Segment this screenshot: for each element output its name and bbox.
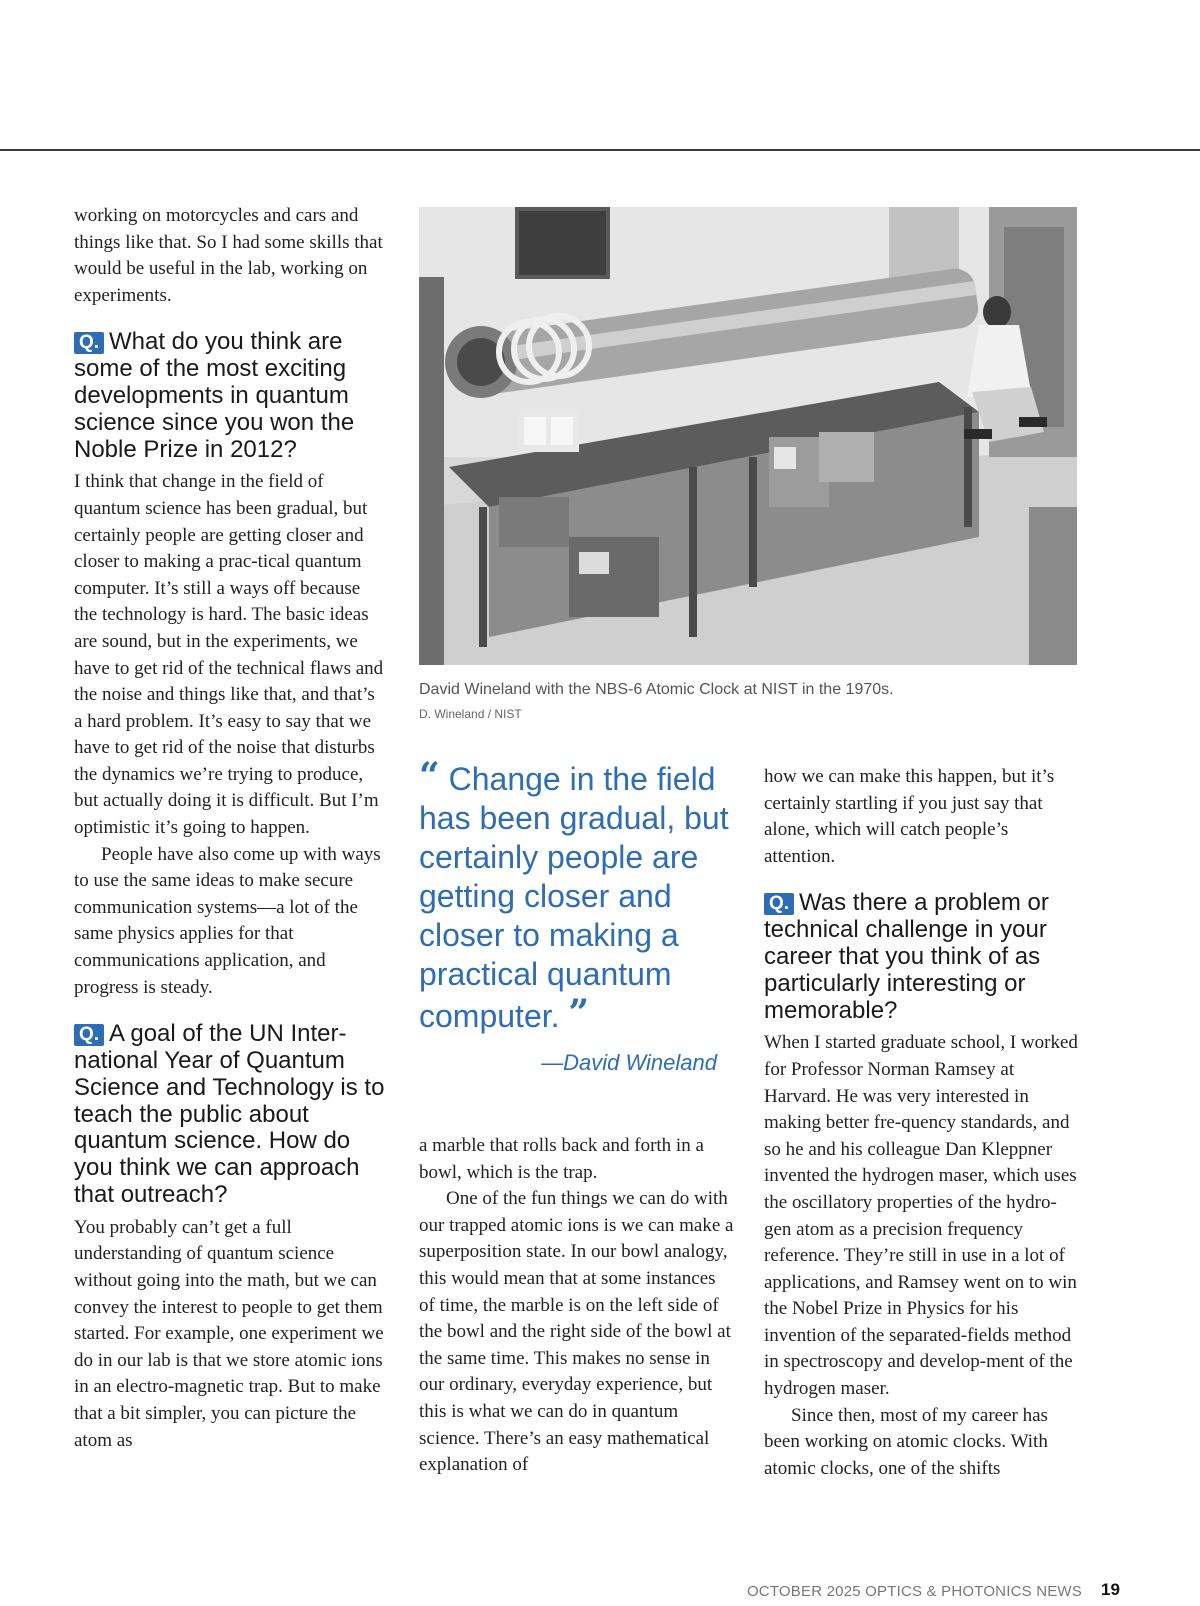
q-badge-icon: Q. xyxy=(74,1024,104,1046)
answer-3-paragraph-2: Since then, most of my career has been working on atomic clocks. With atomic clocks, one of the shifts xyxy=(764,1404,1048,1479)
q-badge-icon: Q. xyxy=(764,893,794,915)
column-2-paragraph-1: a marble that rolls back and forth in a bowl, which is the trap. xyxy=(419,1135,704,1183)
atomic-clock-photo-illustration xyxy=(419,207,1077,665)
column-3-paragraph-1: how we can make this happen, but it’s certainly startling if you just say that alone, which will catch people’s attention. xyxy=(764,766,1055,867)
question-1-heading xyxy=(74,329,386,463)
question-3-heading xyxy=(764,890,1084,1024)
column-2 xyxy=(419,1133,735,1479)
pull-quote-text: Change in the field has been gradual, but certainly people are getting closer and closer to making a practical quantum computer. xyxy=(419,761,729,1034)
footer-publication: OCTOBER 2025 OPTICS & PHOTONICS NEWS xyxy=(746,1583,1082,1600)
answer-1-paragraph-2: People have also come up with ways to use the same ideas to make secure communication systems—a lot of the same physics applies for that communications application, and progress is steady. xyxy=(74,843,381,998)
photo-caption: David Wineland with the NBS-6 Atomic Clock at NIST in the 1970s. xyxy=(419,681,894,698)
question-2-text: A goal of the UN Inter-national Year of Quantum Science and Technology is to teach the public about quantum science. How do you think we can approach that outreach? xyxy=(74,1020,385,1209)
question-1-text: What do you think are some of the most exciting developments in quantum science since you won the Noble Prize in 2012? xyxy=(74,328,355,463)
column-2-paragraph-2: One of the fun things we can do with our trapped atomic ions is we can make a superposition state. In our bowl analogy, this would mean that at some instances of time, the marble is on the left side of the bowl and the right side of the bowl at the same time. This makes no sense in our ordinary, everyday experience, but this is what we can do in quantum science. There’s an easy mathematical explanation of xyxy=(419,1188,734,1476)
pull-quote xyxy=(419,757,729,1036)
open-quote-icon: “ xyxy=(419,755,440,797)
question-2-heading xyxy=(74,1021,386,1209)
answer-2-paragraph-1: You probably can’t get a full understanding of quantum science without going into the math, but we can convey the interest to people to get them started. For example, one experiment we do in our lab is that we store atomic ions in an electro-magnetic trap. But to make that a bit simpler, you can picture the atom as xyxy=(74,1216,384,1451)
intro-paragraph: working on motorcycles and cars and things like that. So I had some skills that would be useful in the lab, working on experiments. xyxy=(74,205,383,306)
q-badge-icon: Q. xyxy=(74,332,104,354)
lab-photo xyxy=(419,207,1077,665)
column-3 xyxy=(764,764,1084,1482)
close-quote-icon: ” xyxy=(568,992,590,1034)
pull-quote-attribution: —David Wineland xyxy=(541,1050,717,1075)
page-number: 19 xyxy=(1101,1580,1120,1599)
column-1 xyxy=(74,203,386,1454)
photo-credit: D. Wineland / NIST xyxy=(419,707,522,721)
answer-3-paragraph-1: When I started graduate school, I worked for Professor Norman Ramsey at Harvard. He was very interested in making better fre-quency standards, and so he and his colleague Dan Kleppner invented the hydrogen maser, which uses the oscillatory properties of the hydro-gen atom as a precision frequency reference. They’re still in use in a lot of applications, and Ramsey went on to win the Nobel Prize in Physics for his invention of the separated-fields method in spectroscopy and develop-ment of the hydrogen maser. xyxy=(764,1032,1078,1400)
question-3-text: Was there a problem or technical challenge in your career that you think of as particularly interesting or memorable? xyxy=(764,889,1049,1024)
header-rule xyxy=(0,149,1200,151)
answer-1-paragraph-1: I think that change in the field of quantum science has been gradual, but certainly people are getting closer and closer to making a prac-tical quantum computer. It’s still a ways off because the technology is hard. The basic ideas are sound, but in the experiments, we have to get rid of the technical flaws and the noise and things like that, and that’s a hard problem. It’s easy to say that we have to get rid of the noise that disturbs the dynamics we’re trying to produce, but actually doing it is difficult. But I’m optimistic it’s going to happen. xyxy=(74,471,384,839)
